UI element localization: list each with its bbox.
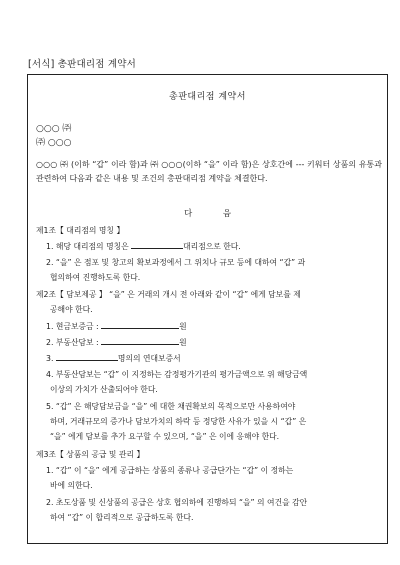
intro-paragraph: ○○○ ㈜ (이하 “갑” 이라 함)과 ㈜ ○○○(이하 “을” 이라 함)은 상호간에 --- 키워터 상품의 유통과 관련하여 다음과 같은 내용 및 조건의 총판대리점 계약을 체결한다. <box>36 160 382 183</box>
article-2-item-3 <box>46 353 181 364</box>
article-3-heading: 제3조【 상품의 공급 및 관리 】 <box>36 450 145 459</box>
article-1-item-1-suffix: 대리점으로 한다. <box>183 242 241 251</box>
real-estate-unit: 원 <box>179 338 187 347</box>
article-1-item-1 <box>46 241 241 252</box>
real-estate-blank[interactable] <box>101 337 179 345</box>
article-2-item-5-cont-2: “을” 에게 담보를 추가 요구할 수 있으며, “을” 은 이에 응해야 한다. <box>50 432 280 441</box>
form-label: [서식] 총판대리점 계약서 <box>28 59 137 70</box>
article-2-item-4: 4. 부동산담보는 “갑” 이 지정하는 감정평가기관의 평가금액으로 위 해당금액 <box>46 370 308 379</box>
party-1: ○○○ ㈜ <box>36 124 72 134</box>
article-1-heading: 제1조【 대리점의 명칭 】 <box>36 226 125 235</box>
article-2-item-2 <box>46 337 187 348</box>
article-3-item-1: 1. “갑” 이 “을” 에게 공급하는 상품의 종류나 공급단가는 “갑” 이 정하는 <box>46 466 294 475</box>
article-1-item-1-text: 1. 해당 대리점의 명칭은 <box>46 242 132 251</box>
article-2-item-5-cont-1: 하며, 거래규모의 증가나 담보가치의 하락 등 정당한 사유가 있을 시 “갑” 은 <box>50 417 307 426</box>
article-1-item-2-cont: 협의하여 진행하도록 한다. <box>50 273 141 282</box>
agency-name-blank[interactable] <box>131 241 183 249</box>
article-2-item-4-cont: 이상의 가치가 산출되어야 한다. <box>50 385 158 394</box>
cash-deposit-label: 1. 현금보증금 : <box>46 322 102 331</box>
real-estate-label: 2. 부동산담보 : <box>46 338 102 347</box>
article-2-item-1 <box>46 321 187 332</box>
guarantor-number: 3. <box>46 354 56 363</box>
article-3-item-1-cont: 바에 의한다. <box>50 481 93 490</box>
contract-frame <box>27 74 388 544</box>
guarantor-name-blank[interactable] <box>56 353 118 361</box>
article-2-item-5: 5. “갑” 은 해당담보금을 “을” 에 대한 채권확보의 목적으로만 사용하여야 <box>46 402 296 411</box>
article-3-item-2: 2. 초도상품 및 신상품의 공급은 상호 협의하에 진행하되 “을” 의 여건을 감안 <box>46 498 308 507</box>
contract-title: 총판대리점 계약서 <box>169 92 246 102</box>
cash-deposit-blank[interactable] <box>101 321 179 329</box>
article-1-item-2: 2. “을” 은 점포 및 창고의 확보과정에서 그 위치나 규모 등에 대하여 “갑” 과 <box>46 258 306 267</box>
section-heading-da-eum: 다 음 <box>183 209 246 219</box>
article-2-heading-cont: 공해야 한다. <box>50 305 93 314</box>
article-2-heading: 제2조【 담보제공 】 “을” 은 거래의 개시 전 아래와 같이 “갑” 에게 담보를 제 <box>36 290 301 299</box>
article-3-item-2-cont: 하여 “갑” 이 합리적으로 공급하도록 한다. <box>50 513 194 522</box>
party-2: ㈜ ○○○ <box>36 138 72 148</box>
cash-deposit-unit: 원 <box>179 322 187 331</box>
guarantor-suffix: 명의의 연대보증서 <box>117 354 181 363</box>
